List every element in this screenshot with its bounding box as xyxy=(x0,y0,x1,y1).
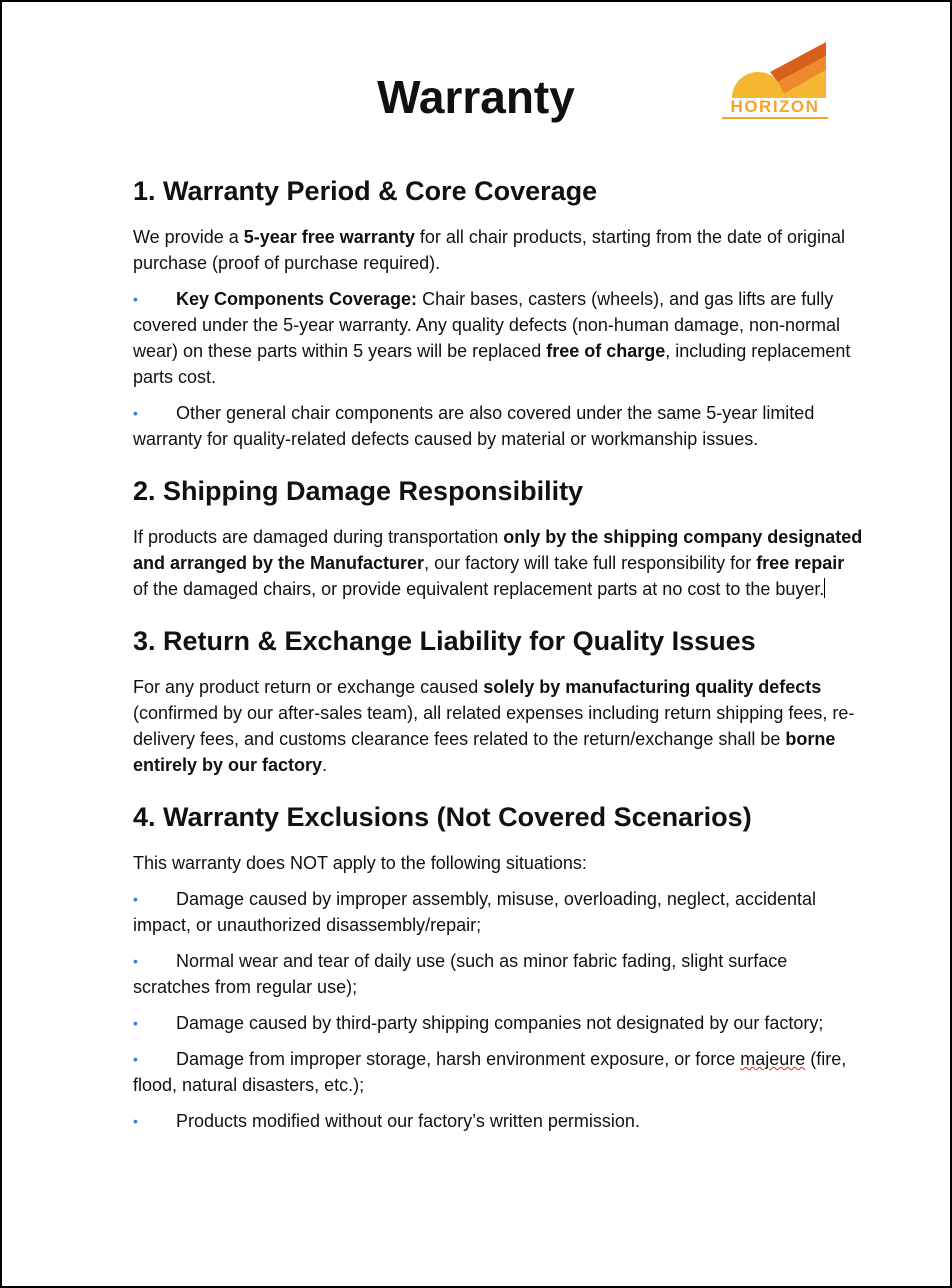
paragraph: If products are damaged during transportation only by the shipping company designated and arranged by the Manufacturer, our factory will take full responsibility for free repair of the damaged chairs, or provide equivalent replacement parts at no cost to the buyer. xyxy=(133,527,863,599)
list-item: • Products modified without our factory’s written permission. xyxy=(133,1108,863,1134)
list-item: • Normal wear and tear of daily use (such as minor fabric fading, slight surface scratches from regular use); xyxy=(133,948,863,1000)
bullet-icon: • xyxy=(133,1113,138,1129)
horizon-logo xyxy=(722,42,830,122)
bullet-icon: • xyxy=(133,1051,138,1067)
document-body xyxy=(133,174,863,1156)
section-exclusions xyxy=(133,800,863,1134)
text-cursor xyxy=(824,578,825,598)
logo-wordmark: HORIZON xyxy=(722,97,828,119)
spellcheck-word[interactable]: majeure xyxy=(740,1049,806,1069)
list-item: • Damage from improper storage, harsh environment exposure, or force majeure (fire, flood, natural disasters, etc.); xyxy=(133,1046,863,1098)
list-item: • Key Components Coverage: Chair bases, casters (wheels), and gas lifts are fully covered under the 5-year warranty. Any quality defects (non-human damage, non-normal wear) on these parts within 5 years will be replaced free of charge, including replacement parts cost. xyxy=(133,286,863,390)
bullet-icon: • xyxy=(133,1015,138,1031)
bullet-icon: • xyxy=(133,291,138,307)
page-title: Warranty xyxy=(377,71,575,123)
list-item: • Other general chair components are also covered under the same 5-year limited warranty for quality-related defects caused by material or workmanship issues. xyxy=(133,400,863,452)
section-warranty-period xyxy=(133,174,863,452)
paragraph: We provide a 5-year free warranty for all chair products, starting from the date of original purchase (proof of purchase required). xyxy=(133,227,846,273)
list-item: • Damage caused by improper assembly, misuse, overloading, neglect, accidental impact, or unauthorized disassembly/repair; xyxy=(133,886,863,938)
paragraph: This warranty does NOT apply to the following situations: xyxy=(133,853,587,873)
section-shipping-damage xyxy=(133,474,863,602)
section-heading: 2. Shipping Damage Responsibility xyxy=(133,476,584,506)
section-return-exchange xyxy=(133,624,863,778)
sunrise-logo-icon xyxy=(722,42,830,102)
section-heading: 4. Warranty Exclusions (Not Covered Scenarios) xyxy=(133,802,752,832)
paragraph: For any product return or exchange caused solely by manufacturing quality defects (confirmed by our after-sales team), all related expenses including return shipping fees, re-delivery fees, and customs clearance fees related to the return/exchange shall be borne entirely by our factory. xyxy=(133,677,855,775)
bullet-icon: • xyxy=(133,405,138,421)
section-heading: 1. Warranty Period & Core Coverage xyxy=(133,176,598,206)
bullet-icon: • xyxy=(133,953,138,969)
section-heading: 3. Return & Exchange Liability for Quality Issues xyxy=(133,626,756,656)
list-item: • Damage caused by third-party shipping companies not designated by our factory; xyxy=(133,1010,863,1036)
bullet-icon: • xyxy=(133,891,138,907)
